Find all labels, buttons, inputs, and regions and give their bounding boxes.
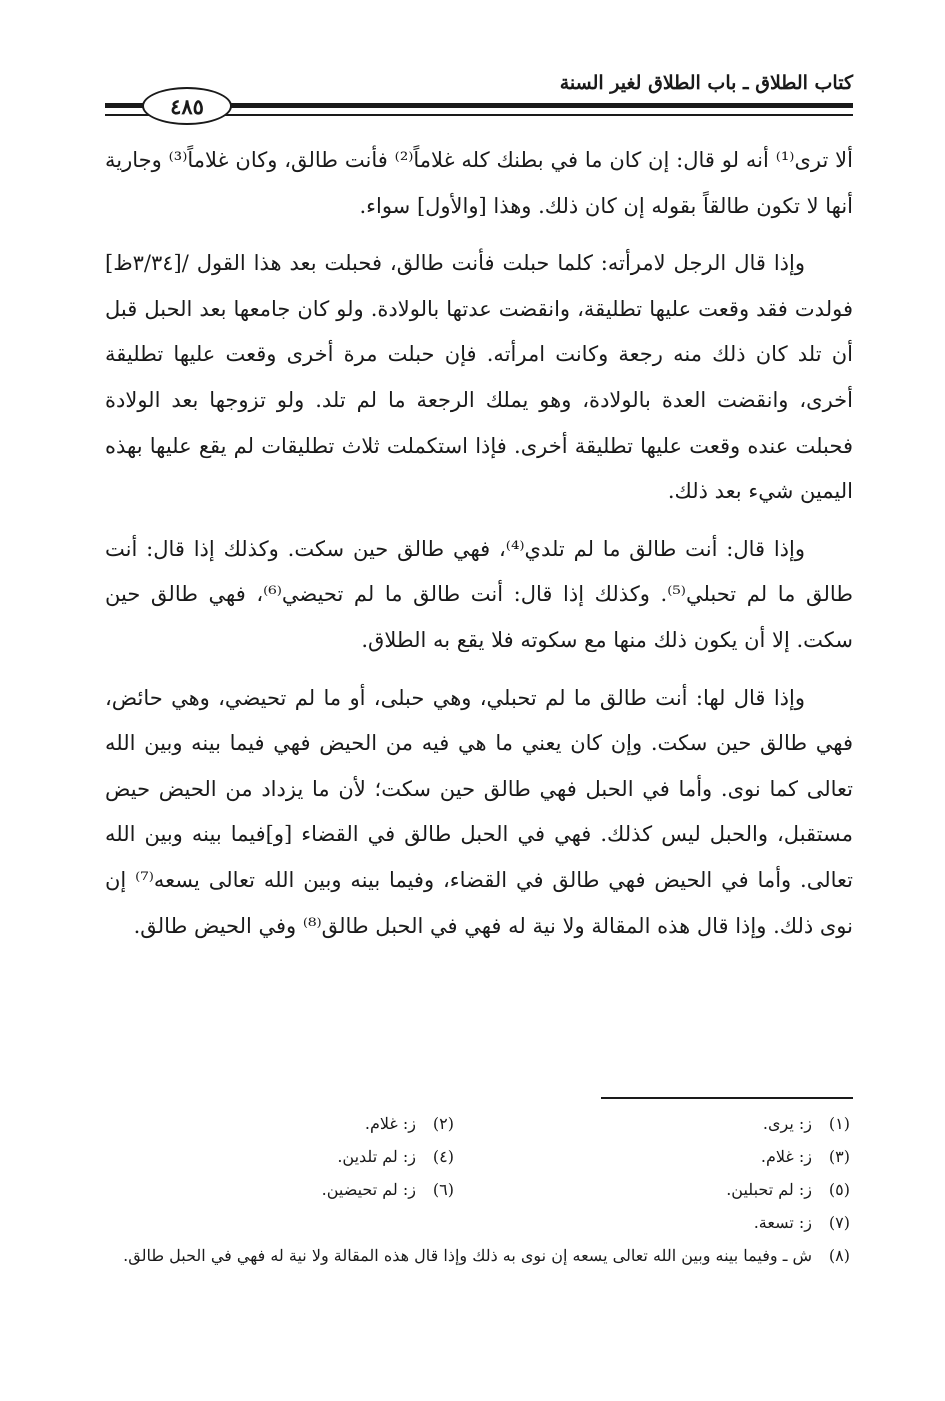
running-title: كتاب الطلاق ـ باب الطلاق لغير السنة xyxy=(559,72,853,94)
footnote-number: (٦) xyxy=(432,1180,454,1199)
footnote-text: ز: تسعة. xyxy=(753,1213,812,1232)
footnote-text: ز: يرى. xyxy=(762,1114,812,1133)
footnote-separator xyxy=(601,1097,853,1099)
paragraph: وإذا قال: أنت طالق ما لم تلدي⁽⁴⁾، فهي طالق حين سكت. وكذلك إذا قال: أنت طالق ما لم تحبلي⁽⁵⁾. وكذلك إذا قال: أنت طالق ما لم تحيضي⁽⁶⁾، فهي طالق حين سكت. إلا أن يكون ذلك منها مع سكوته فلا يقع به الطلاق. xyxy=(105,536,853,652)
footnote xyxy=(494,1173,850,1206)
footnote xyxy=(98,1173,454,1206)
footnote-number: (٣) xyxy=(828,1147,850,1166)
footnote-text: ز: لم تلدين. xyxy=(337,1147,416,1166)
footnote-number: (٨) xyxy=(828,1246,850,1265)
footnote-number: (٢) xyxy=(432,1114,454,1133)
footnote xyxy=(98,1107,454,1140)
paragraph: وإذا قال الرجل لامرأته: كلما حبلت فأنت طالق، فحبلت بعد هذا القول /[٣/٣٤ظ] فولدت فقد وقعت عليها تطليقة، وانقضت عدتها بالولادة. ولو كان جامعها بعد الحبل قبل أن تلد كان ذلك منه رجعة وكانت امرأته. فإن حبلت مرة أخرى وقعت عليها تطليقة أخرى، وانقضت العدة بالولادة، وهو يملك الرجعة ما لم تلد. ولو تزوجها بعد الولادة فحبلت عنده وقعت عليها تطليقة أخرى. فإذا استكملت ثلاث تطليقات لم يقع عليها بهذه اليمين شيء بعد ذلك. xyxy=(105,251,853,504)
footnote-text: ز: لم تحبلين. xyxy=(726,1180,812,1199)
main-text xyxy=(105,138,853,961)
footnote-text: ز: غلام. xyxy=(364,1114,416,1133)
footnote xyxy=(98,1239,850,1272)
footnote-text: ز: غلام. xyxy=(760,1147,812,1166)
footnote-text: ش ـ وفيما بينه وبين الله تعالى يسعه إن نوى به ذلك وإذا قال هذه المقالة ولا نية له فهي في الحبل طالق. xyxy=(123,1246,812,1265)
footnote-number: (٥) xyxy=(828,1180,850,1199)
footnote-number: (٤) xyxy=(432,1147,454,1166)
footnote-text: ز: لم تحيضين. xyxy=(321,1180,416,1199)
footnote-number: (١) xyxy=(828,1114,850,1133)
footnote xyxy=(494,1206,850,1239)
paragraph: ألا ترى⁽¹⁾ أنه لو قال: إن كان ما في بطنك كله غلاماً⁽²⁾ فأنت طالق، وكان غلاماً⁽³⁾ وجارية أنها لا تكون طالقاً بقوله إن كان ذلك. وهذا [والأول] سواء. xyxy=(105,148,853,218)
page-number: ٤٨٥ xyxy=(142,87,232,125)
footnote-number: (٧) xyxy=(828,1213,850,1232)
footnote xyxy=(98,1140,454,1173)
footnote xyxy=(494,1107,850,1140)
footnotes xyxy=(98,1107,850,1272)
paragraph: وإذا قال لها: أنت طالق ما لم تحبلي، وهي حبلى، أو ما لم تحيضي، وهي حائض، فهي طالق حين سكت. وإن كان يعني ما هي فيه من الحيض فهي فيما بينه وبين الله تعالى كما نوى. وأما في الحبل فهي طالق حين سكت؛ لأن ما يزداد من الحيض حيض مستقبل، والحبل ليس كذلك. فهي في الحبل طالق في القضاء [و]فيما بينه وبين الله تعالى. وأما في الحيض فهي طالق في القضاء، وفيما بينه وبين الله تعالى يسعه⁽⁷⁾ إن نوى ذلك. وإذا قال هذه المقالة ولا نية له فهي في الحبل طالق⁽⁸⁾ وفي الحيض طالق. xyxy=(105,685,853,938)
footnote xyxy=(494,1140,850,1173)
